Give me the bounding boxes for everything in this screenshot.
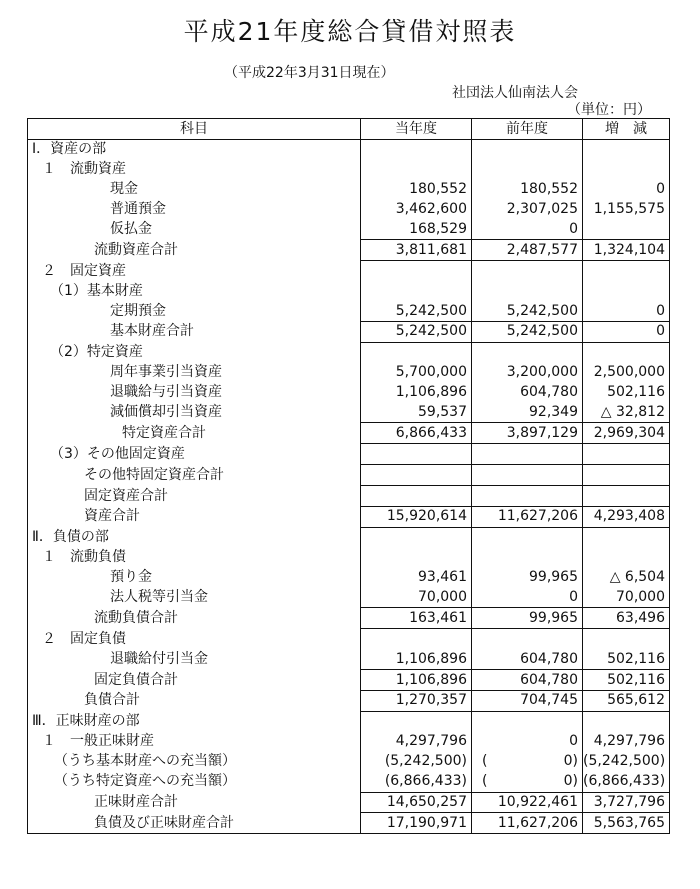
previous-year-value: 0) [563,753,578,770]
page-title: 平成21年度総合貸借対照表 [183,17,517,46]
previous-year-value [472,160,583,180]
current-year-value: 3,462,600 [361,200,472,220]
change-value: 502,116 [583,670,670,691]
change-value [583,486,670,507]
table-row [28,649,670,669]
previous-year-value: 3,897,129 [472,423,583,444]
current-year-value: 15,920,614 [361,507,472,528]
table-row [28,629,670,649]
current-year-value [361,527,472,547]
table-row [28,281,670,301]
change-value: 565,612 [583,691,670,712]
current-year-value [361,465,472,486]
change-value [583,444,670,465]
previous-year-value: 604,780 [472,670,583,691]
row-label: １ 流動負債 [28,548,361,568]
previous-year-value: 11,627,206 [472,813,583,834]
change-value [583,281,670,301]
header-change: 増 減 [583,119,670,140]
row-label: ２ 固定資産 [28,261,361,281]
previous-year-value: 11,627,206 [472,507,583,528]
row-label: 基本財産合計 [28,322,361,343]
previous-year-value [472,711,583,731]
table-row [28,465,670,486]
row-label: Ⅱ．負債の部 [28,527,361,547]
current-year-value: (6,866,433) [361,772,472,792]
table-row [28,588,670,608]
table-body [28,140,670,834]
open-parenthesis: ( [482,773,488,790]
previous-year-value: 5,242,500 [472,301,583,321]
table-row [28,322,670,343]
previous-year-value [472,261,583,281]
row-label: Ⅲ．正味財産の部 [28,711,361,731]
row-label: 負債及び正味財産合計 [28,813,361,834]
row-label: 流動負債合計 [28,608,361,629]
table-row [28,670,670,691]
change-value: 2,500,000 [583,363,670,383]
previous-year-value [472,629,583,649]
previous-year-value [472,486,583,507]
row-label: 流動資産合計 [28,240,361,261]
current-year-value: 17,190,971 [361,813,472,834]
previous-year-value: 99,965 [472,608,583,629]
current-year-value: 180,552 [361,180,472,200]
current-year-value: 168,529 [361,220,472,240]
row-label: 資産合計 [28,507,361,528]
current-year-value: 163,461 [361,608,472,629]
previous-year-value: 2,487,577 [472,240,583,261]
table-row [28,261,670,281]
row-label: 固定資産合計 [28,486,361,507]
organization-name: 社団法人仙南法人会 [452,85,578,101]
current-year-value: 93,461 [361,568,472,588]
table-row [28,548,670,568]
change-value: △ 6,504 [583,568,670,588]
current-year-value [361,444,472,465]
current-year-value [361,486,472,507]
previous-year-value [472,444,583,465]
current-year-value: 1,106,896 [361,649,472,669]
change-value: 1,324,104 [583,240,670,261]
previous-year-value [472,140,583,160]
row-label: 負債合計 [28,691,361,712]
change-value: (5,242,500) [583,752,670,772]
change-value: 70,000 [583,588,670,608]
table-row [28,180,670,200]
row-label: 特定資産合計 [28,423,361,444]
previous-year-value: 3,200,000 [472,363,583,383]
table-row [28,240,670,261]
change-value [583,261,670,281]
change-value: △ 32,812 [583,403,670,423]
table-row [28,691,670,712]
table-row [28,772,670,792]
current-year-value [361,548,472,568]
row-label: 正味財産合計 [28,792,361,813]
table-row [28,423,670,444]
header-item: 科目 [28,119,361,140]
current-year-value: 5,242,500 [361,301,472,321]
row-label: 退職給付引当金 [28,649,361,669]
change-value [583,629,670,649]
row-label: 現金 [28,180,361,200]
previous-year-value: 0 [472,732,583,752]
current-year-value: 1,106,896 [361,670,472,691]
previous-year-value: 99,965 [472,568,583,588]
current-year-value [361,261,472,281]
header-previous-year: 前年度 [472,119,583,140]
table-header-row [28,119,670,140]
row-label: （うち基本財産への充当額） [28,752,361,772]
change-value: 5,563,765 [583,813,670,834]
current-year-value: (5,242,500) [361,752,472,772]
current-year-value: 4,297,796 [361,732,472,752]
row-label: （3）その他固定資産 [28,444,361,465]
unit-note: （単位：円） [567,102,651,118]
current-year-value [361,140,472,160]
change-value: 0 [583,322,670,343]
table-row [28,568,670,588]
table-row [28,732,670,752]
table-row [28,220,670,240]
change-value: 63,496 [583,608,670,629]
change-value [583,140,670,160]
previous-year-value: 604,780 [472,383,583,403]
balance-sheet-table [27,118,670,834]
previous-year-value-cell [472,752,583,772]
current-year-value: 59,537 [361,403,472,423]
row-label: 預り金 [28,568,361,588]
table-row [28,140,670,160]
previous-year-value: 10,922,461 [472,792,583,813]
open-parenthesis: ( [482,753,488,770]
row-label: 定期預金 [28,301,361,321]
change-value: 502,116 [583,649,670,669]
change-value [583,527,670,547]
change-value: 2,969,304 [583,423,670,444]
row-label: １ 流動資産 [28,160,361,180]
change-value: 502,116 [583,383,670,403]
row-label: （1）基本財産 [28,281,361,301]
row-label: 普通預金 [28,200,361,220]
previous-year-value [472,281,583,301]
current-year-value: 6,866,433 [361,423,472,444]
current-year-value [361,281,472,301]
row-label: 減価償却引当資産 [28,403,361,423]
change-value: 0 [583,180,670,200]
change-value: 4,297,796 [583,732,670,752]
table-row [28,486,670,507]
table-row [28,444,670,465]
table-row [28,160,670,180]
current-year-value [361,342,472,362]
table-row [28,507,670,528]
previous-year-value: 5,242,500 [472,322,583,343]
row-label: Ⅰ．資産の部 [28,140,361,160]
previous-year-value [472,342,583,362]
current-year-value: 1,106,896 [361,383,472,403]
previous-year-value: 704,745 [472,691,583,712]
row-label: （うち特定資産への充当額） [28,772,361,792]
change-value: 0 [583,301,670,321]
table-row [28,403,670,423]
table-row [28,813,670,834]
change-value [583,342,670,362]
row-label: 仮払金 [28,220,361,240]
change-value [583,220,670,240]
change-value: 3,727,796 [583,792,670,813]
table-row [28,383,670,403]
previous-year-value [472,527,583,547]
previous-year-value: 180,552 [472,180,583,200]
table-row [28,200,670,220]
row-label: 固定負債合計 [28,670,361,691]
current-year-value: 14,650,257 [361,792,472,813]
previous-year-value: 2,307,025 [472,200,583,220]
row-label: 退職給与引当資産 [28,383,361,403]
previous-year-value: 0) [563,773,578,790]
as-of-date: （平成22年3月31日現在） [224,65,395,81]
previous-year-value: 604,780 [472,649,583,669]
table-row [28,342,670,362]
previous-year-value: 92,349 [472,403,583,423]
current-year-value: 70,000 [361,588,472,608]
row-label: （2）特定資産 [28,342,361,362]
change-value [583,711,670,731]
current-year-value [361,711,472,731]
previous-year-value [472,465,583,486]
change-value: (6,866,433) [583,772,670,792]
change-value: 1,155,575 [583,200,670,220]
change-value [583,465,670,486]
current-year-value: 5,700,000 [361,363,472,383]
previous-year-value: 0 [472,588,583,608]
previous-year-value: 0 [472,220,583,240]
table-row [28,752,670,772]
current-year-value: 3,811,681 [361,240,472,261]
table-row [28,711,670,731]
previous-year-value [472,548,583,568]
current-year-value: 1,270,357 [361,691,472,712]
header-current-year: 当年度 [361,119,472,140]
previous-year-value-cell [472,772,583,792]
table-row [28,363,670,383]
table-row [28,608,670,629]
table-row [28,792,670,813]
table-row [28,301,670,321]
change-value: 4,293,408 [583,507,670,528]
current-year-value: 5,242,500 [361,322,472,343]
row-label: 法人税等引当金 [28,588,361,608]
change-value [583,160,670,180]
row-label: その他特固定資産合計 [28,465,361,486]
row-label: 周年事業引当資産 [28,363,361,383]
current-year-value [361,160,472,180]
row-label: １ 一般正味財産 [28,732,361,752]
row-label: ２ 固定負債 [28,629,361,649]
change-value [583,548,670,568]
current-year-value [361,629,472,649]
table-row [28,527,670,547]
